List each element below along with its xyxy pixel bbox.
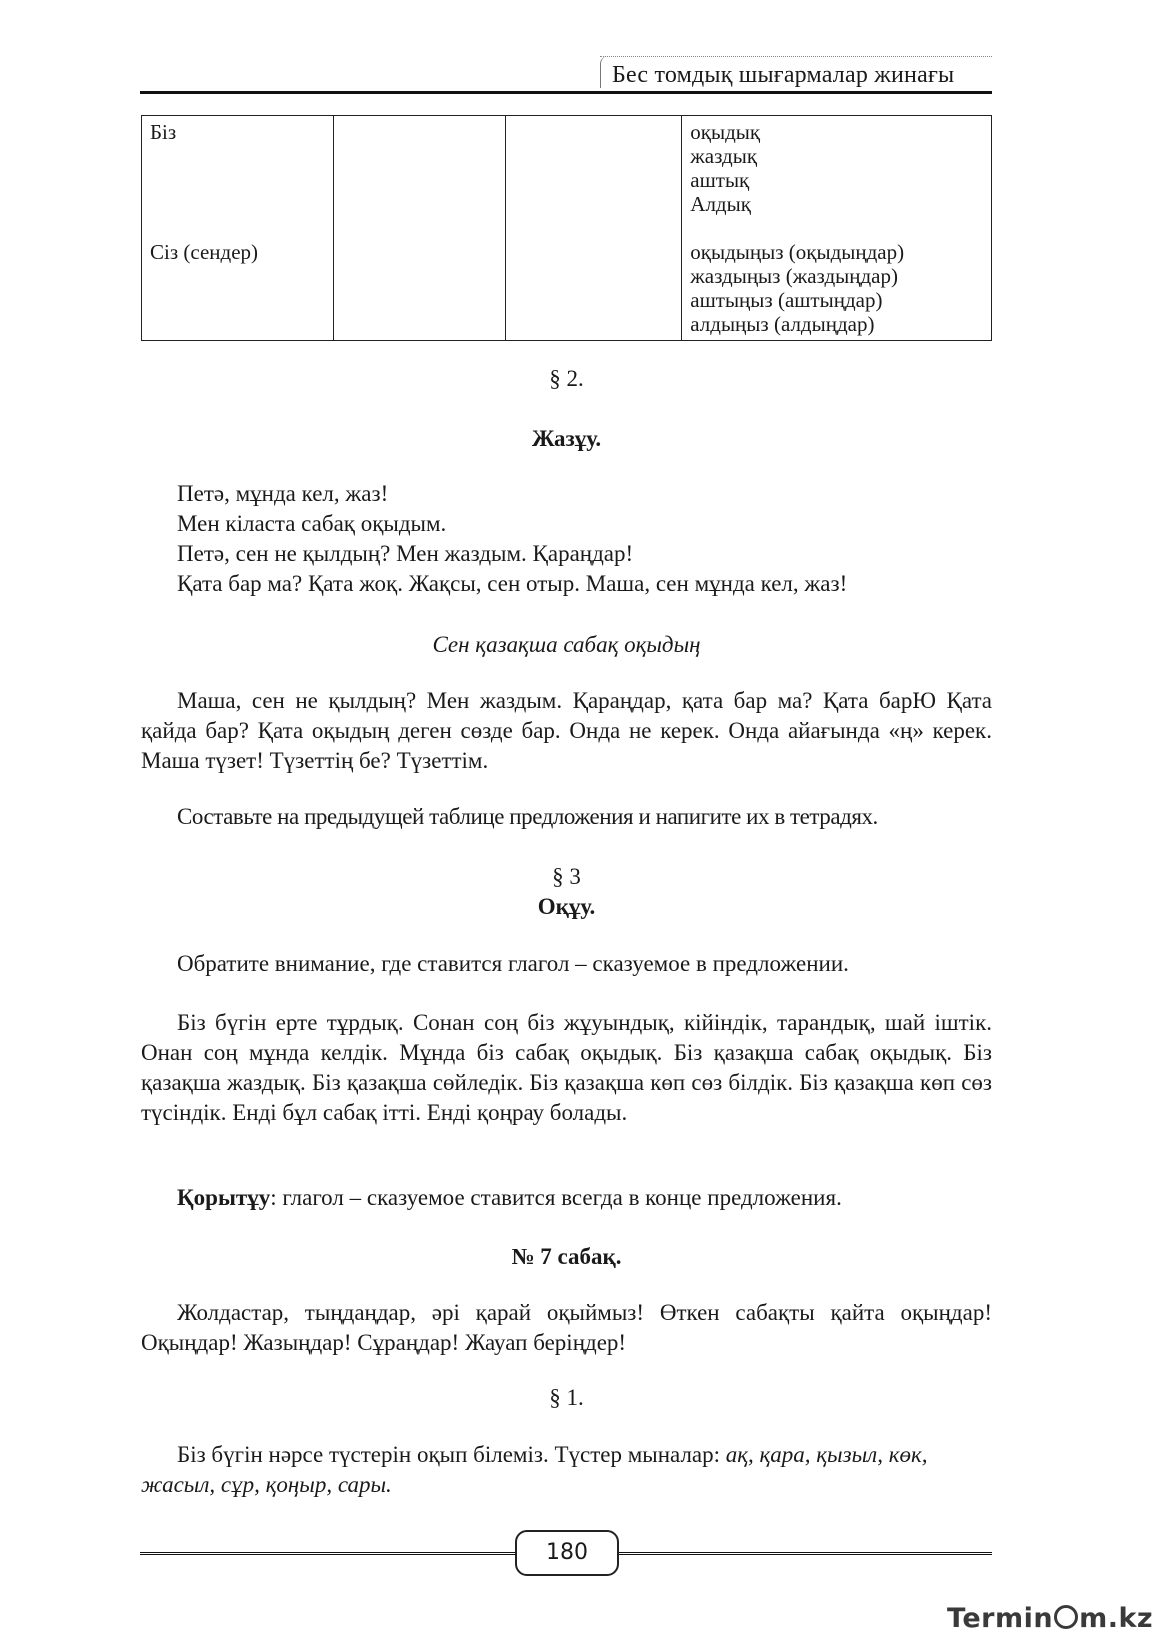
verb-form: аштыңыз (аштыңдар): [690, 288, 883, 312]
running-header: Бес томдық шығармалар жинағы: [612, 62, 955, 88]
verb-form: алдыңыз (алдыңдар): [690, 312, 875, 336]
table-row: [142, 116, 992, 341]
conclusion-label: Қорытұу: [177, 1185, 271, 1210]
verb-form: жаздық: [690, 144, 758, 168]
footer-rule-right: [615, 1552, 992, 1555]
verb-form: оқыдыңыз (оқыдыңдар): [690, 240, 905, 264]
dialog-line: Петә, сен не қылдың? Мен жаздым. Қараңдар!: [177, 541, 634, 566]
empty-cell: [333, 116, 505, 341]
reading-paragraph: Біз бүгін ерте тұрдық. Сонан соң біз жұуындық, кійіндік, тарандық, шай іштік. Онан соң мұнда келдік. Мұнда біз сабақ оқыдық. Біз қазақша сабақ оқыдық. Біз қазақша жаздық. Біз қазақша сөйледік. Біз қазақша көп сөз білдік. Біз қазақша көп сөз түсіндік. Енді бұл сабақ ітті. Енді қоңрау болады.: [141, 1010, 992, 1125]
verb-forms-cell: [682, 116, 992, 341]
colors-intro: Біз бүгін нәрсе түстерін оқып білеміз. Түстер мыналар:: [177, 1442, 726, 1467]
header-decoration: [600, 56, 992, 57]
watermark-o-mark: [1054, 1605, 1078, 1629]
footer-rule-left: [140, 1552, 515, 1555]
conjugation-table: [141, 115, 992, 341]
header-corner: [600, 56, 609, 88]
pronoun-cell: [142, 116, 334, 341]
lesson-paragraph: Жолдастар, тыңдаңдар, әрі қарай оқыймыз! Өткен сабақты қайта оқыңдар! Оқыңдар! Жазыңдар! Сұраңдар! Жауап беріңдер!: [141, 1300, 992, 1355]
section-number-1: § 1.: [549, 1385, 584, 1410]
dialog-line: Петә, мұнда кел, жаз!: [177, 481, 389, 506]
dialog-line: Қата бар ма? Қата жоқ. Жақсы, сен отыр. Маша, сен мұнда кел, жаз!: [177, 571, 848, 596]
watermark-logo: Termin m.kz: [947, 1603, 1154, 1634]
italic-example: Сен қазақша сабақ оқыдың: [432, 632, 701, 657]
task-instruction: Составьте на предыдущей таблице предложения и напигите их в тетрадях.: [177, 804, 878, 829]
verb-form: жаздыңыз (жаздыңдар): [690, 264, 898, 288]
verb-form: Алдық: [690, 192, 751, 216]
pronoun-siz: Сіз (сендер): [150, 240, 259, 264]
section-number-2: § 2.: [549, 366, 584, 391]
dialog-line: Мен кіласта сабақ оқыдым.: [177, 511, 447, 536]
section-title-reading: Оқұу.: [537, 894, 596, 919]
conclusion-text: : глагол – сказуемое ставится всегда в конце предложения.: [270, 1185, 842, 1210]
section-number-3: § 3: [552, 864, 581, 889]
pronoun-biz: Біз: [150, 120, 177, 144]
verb-form: аштық: [690, 168, 750, 192]
empty-cell: [505, 116, 682, 341]
conclusion: [177, 1183, 842, 1213]
lesson-title: № 7 сабақ.: [511, 1244, 622, 1269]
masha-paragraph: Маша, сен не қылдың? Мен жаздым. Қараңдар, қата бар ма? Қата барЮ Қата қайда бар? Қата оқыдың деген сөзде бар. Онда не керек. Онда айағында «ң» керек. Маша түзет! Түзеттің бе? Түзеттім.: [141, 688, 992, 773]
header-rule: [140, 91, 992, 94]
verb-form: оқыдық: [690, 120, 761, 144]
section-title-writing: Жазұу.: [531, 426, 602, 451]
colors-list: ақ, қара, қызыл, көк, жасыл, сұр, қоңыр, сары.: [141, 1442, 928, 1497]
grammar-note: Обратите внимание, где ставится глагол – сказуемое в предложении.: [177, 951, 849, 976]
colors-paragraph: [141, 1440, 961, 1500]
page-number: 180: [515, 1530, 619, 1576]
